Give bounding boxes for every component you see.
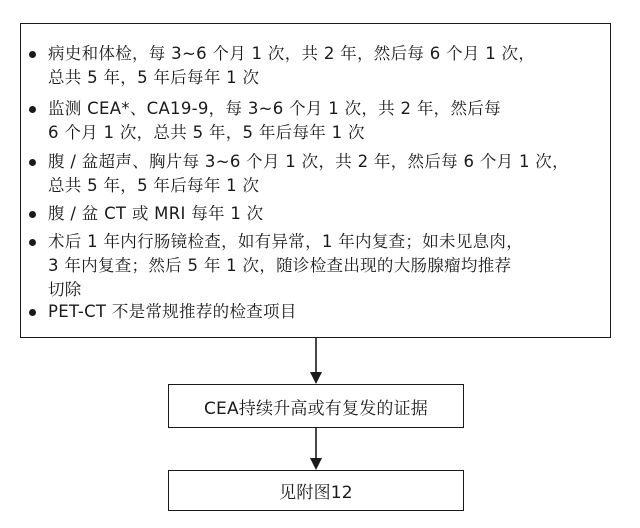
cea-elevated-box (168, 384, 464, 428)
bullet-dot (29, 159, 36, 166)
bullet-item-ultrasound-xray (48, 150, 598, 198)
bullet-line: PET-CT 不是常规推荐的检查项目 (48, 302, 297, 321)
see-figure-box (168, 470, 464, 511)
bullet-line: 腹 / 盆 CT 或 MRI 每年 1 次 (48, 204, 264, 223)
bullet-line: 腹 / 盆超声、胸片每 3~6 个月 1 次，共 2 年，然后每 6 个月 1 次， (48, 152, 569, 171)
cea-elevated-label: CEA持续升高或有复发的证据 (203, 398, 429, 419)
bullet-line: 监测 CEA*、CA19-9，每 3~6 个月 1 次，共 2 年，然后每 (48, 99, 501, 118)
down-arrow-icon (307, 338, 325, 384)
see-figure-label: 见附图12 (279, 483, 353, 503)
bullet-item-pet-ct (48, 300, 598, 324)
bullet-line: 6 个月 1 次，总共 5 年，5 年后每年 1 次 (48, 123, 365, 142)
bullet-line: 切除 (48, 280, 82, 299)
bullet-dot (29, 51, 36, 58)
bullet-line: 3 年内复查；然后 5 年 1 次，随诊检查出现的大肠腺瘤均推荐 (48, 256, 512, 275)
bullet-dot (29, 106, 36, 113)
bullet-line: 术后 1 年内行肠镜检查，如有异常，1 年内复查；如未见息肉， (48, 232, 524, 251)
down-arrow-icon (307, 428, 325, 470)
bullet-dot (29, 239, 36, 246)
bullet-item-cea-monitoring (48, 97, 598, 145)
bullet-line: 病史和体检，每 3~6 个月 1 次，共 2 年，然后每 6 个月 1 次， (48, 44, 536, 63)
surveillance-box (20, 23, 611, 338)
bullet-item-history-exam (48, 42, 598, 90)
bullet-dot (29, 211, 36, 218)
bullet-item-ct-mri (48, 202, 598, 226)
bullet-line: 总共 5 年，5 年后每年 1 次 (48, 68, 260, 87)
bullet-dot (29, 309, 36, 316)
bullet-item-colonoscopy (48, 230, 598, 302)
bullet-line: 总共 5 年，5 年后每年 1 次 (48, 176, 260, 195)
